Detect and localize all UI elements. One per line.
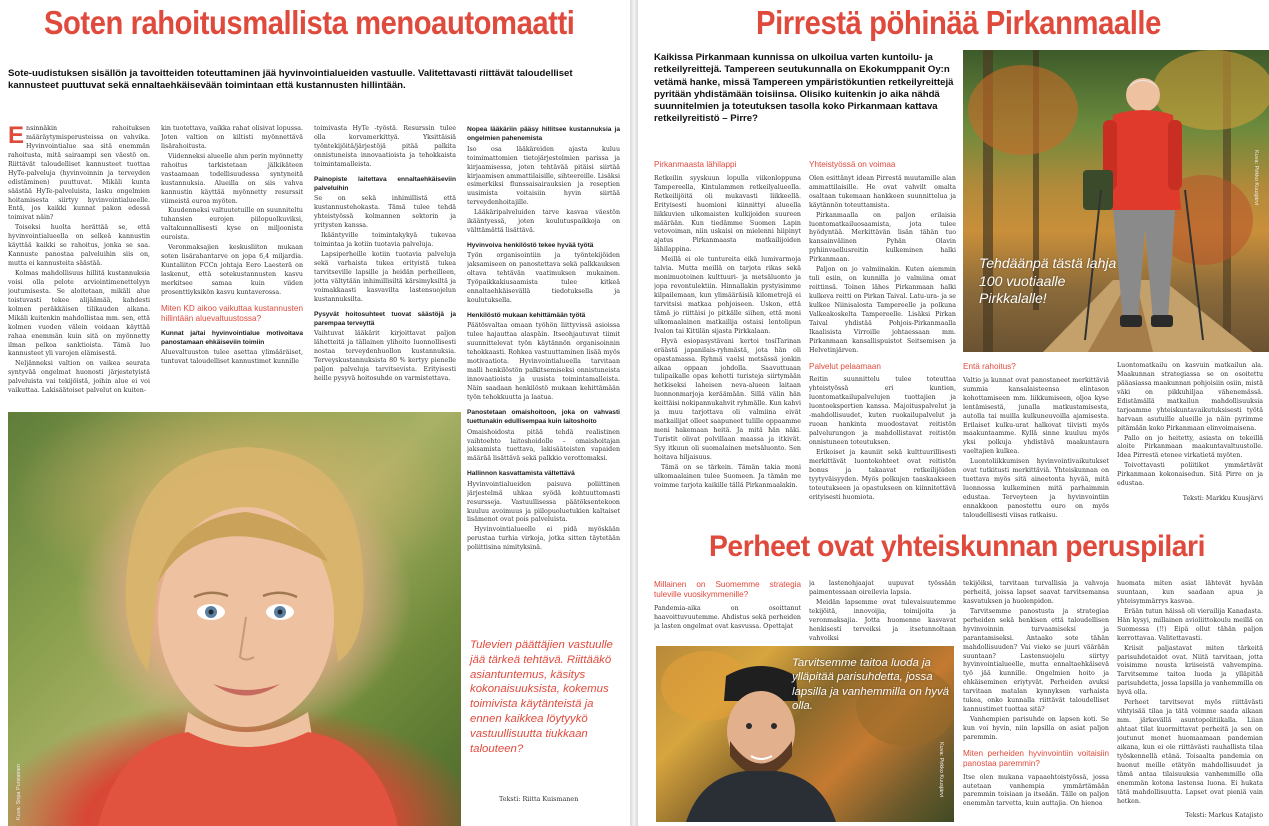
article-paragraph: Meidän lapsemme ovat tulevaisuutemme tekijöitä, innovoijia, toimijoita ja veronmaksajia. Jotta huomenne kasvavat henkisesti terveiksi ja itsetunnoltaan vahvoiksi [809, 598, 956, 642]
right-headline: Pirrestä pöhinää Pirkanmaalle [756, 4, 1161, 41]
article-paragraph: Kolmas mahdollisuus hillitä kustannuksia voisi olla pelote arviointimenettelyyn joutumisesta. Se aloitetaan, mikäli alue toistuvasti tekee alijäämää, kahdesti kolmen peräkkäisen tilikauden aikana. Mikäli kuitenkin mahdollistaa mm. sen, että kolmen vuoden välein voidaan käyttää rahaa enemmän kuin sitä on myönnetty ilman pelkoa sanktioista. Tämä luo kannusteet yli varojen elämisestä. [8, 270, 150, 358]
article-paragraph: Omaishoidosta pitää tehdä realistinen vaihtoehto laitoshoidolle – omaishoitajan jaksamista tuettava, lakisääteisten vapaiden määrää lisättävä sekä palkkio verottomaksi. [467, 428, 620, 463]
byline: Teksti: Riitta Kuismanen [499, 795, 579, 803]
right-column-3 [963, 362, 1109, 522]
photo-caption-quote: Tehdäänpä tästä lahja 100 vuotiaalle Pirkkalalle! [979, 255, 1117, 306]
right-column-7 [963, 580, 1109, 824]
article-paragraph: Itse olen mukana vapaaehtoistyössä, jossa autetaan vanhempia ymmärtämään paremmin toisiaan ja itseään. Tälle on paljon enemmän tarvetta, kuin auttajia. On hienoa [963, 773, 1109, 808]
article-paragraph: Kriisit paljastavat miten tärkeitä parisuhdetaidot ovat. Niitä tarvitaan, jotta voisimme nousta kriiseistä vahvempina. Tarvitsemme taitoa luoda ja ylläpitää parisuhdetta, jossa lapsilla ja vanhemmilla on hyvä olla. [1117, 644, 1263, 697]
section-subheading: Nopea lääkäriin pääsy hillitsee kustannuksia ja ongelmien pahenemista [467, 126, 620, 143]
article-paragraph: Erään tutun häissä oli vierailija Kanadasta. Hän kysyi, millainen avioliittokoulu meillä on Suomessa (!!) Eipä ollut tähän paljon kerrottavaa. Valitettavasti. [1117, 607, 1263, 642]
article-paragraph: Reitin suunnittelu tulee toteuttaa yhteistyössä eri kuntien, luontomatkailupalvelujen tuottajien ja luontoekspertien kanssa. Majoituspalvelut ja -mahdollisuudet, kuten ruokailupalvelut ja ruoan hankinta muodostavat reitistön palvelurungon ja mahdollistavat reitistön onnistuneen toteutuksen. [809, 376, 956, 446]
section-subheading: Entä rahoitus? [963, 362, 1016, 371]
article-paragraph: huomata miten asiat lähtevät hyvään suuntaan, kun saadaan apua ja yhteisymmärrys kasvaa. [1117, 580, 1263, 605]
section-subheading: Panostetaan omaishoitoon, joka on vahvasti tuettunakin edullisempaa kuin laitoshoito [467, 408, 620, 426]
right-column-4 [1117, 362, 1263, 522]
article-paragraph: toimivasta HyTe -työstä. Resurssin tulee olla korvamerkittyä. Yksittäisiä työntekijöitä/järjestöjä pitää palkita onnistuneista innovaatioista ja tehokkaista toimintamalleista. [314, 125, 456, 168]
section-subheading: Yhteistyössä on voimaa [809, 160, 896, 169]
section-subheading: Miten KD aikoo vaikuttaa kustannusten hillintään aluevaltuustossa? [161, 303, 303, 323]
photo-credit: Kuva: Pirkko Kuusjärvi [938, 742, 944, 798]
article-paragraph: Vanhempien parisuhde on lapsen koti. Se kun voi hyvin, niin lapsilla on asiat paljon paremmin. [963, 716, 1109, 741]
article-paragraph: kin tuotettava, vaikka rahat olisivat lopussa. Joten valtion on kiltisti myönnettävä lisärahoitusta. [161, 125, 303, 150]
section-subheading: Painopiste laitettava ennaltaehkäiseviin palveluihin [314, 175, 456, 193]
article-paragraph: Hyvinvointialueelle ei pidä myöskään perustaa turhia virkoja, jotka sitten täytetään poliittisina nimityksinä. [467, 526, 620, 552]
article-paragraph: Työn organisointiin ja työntekijöiden jaksamiseen on panostettava sekä palkkauksen oltava tehtävän vaatimuksen mukainen. Työpaikkakiusaamista tulee kitkeä ennaltaehkäisevällä tiedotuksella ja koulutuksella. [467, 252, 620, 305]
article-paragraph: Hyvinvointialueiden paisuva poliittinen järjestelmä uhkaa syödä kohtuuttomasti resursseja. Vastuullisessa päätöksentekoon kuuluu avoimuus ja piilopuoluetukien kaltaiset lisämenot ovat pois palveluista. [467, 480, 620, 524]
hiker-photo [963, 50, 1269, 352]
right-column-6 [809, 580, 956, 644]
article-paragraph: Päätösvaltaa omaan työhön liittyvissä asioissa tulee hajauttaa alaspäin. Itseohjautuvat tiimit suunnittelevat työn käytännön organisoinnin tehokkaasti. Rohkea vastuuttaminen lisää myös motivaatiota. Hyvinvointialueella tarvitaan malli henkilöstön palkitsemiseksi onnistuneista innovaatioista ja uusista toimintamalleista. Näin saadaan henkilöstö mukaan kehittämään työn tehokkuutta ja laatua. [467, 322, 620, 401]
section-subheading: Miten perheiden hyvinvointiin voitaisiin panostaa paremmin? [963, 748, 1109, 768]
section-subheading: Hyvinvoiva henkilöstö tekee hyvää työtä [467, 242, 594, 250]
pull-quote: Tulevien päättäjien vastuulle jää tärkeä tehtävä. Riittääkö asiantuntemus, käsitys kokonaisuuksista, kokemus toimivista käytänteistä ja ennen kaikkea löytyykö vastuullisuutta tiukkaan talouteen? [470, 639, 613, 755]
right-column-2 [809, 160, 956, 505]
article-paragraph: Luontomatkailu on kasvuin matkailun ala. Maakunnan strategiassa se on osoitettu pääasiassa maakunnan pohjoisiin osiin, mistä väki on pikkuhiljaa vähenemässä. Edistämällä matkailun mahdollisuuksia tarjoamme yhteiskuntavaikutuksisesti työtä harvaan asutuille alueille ja näin pyrimme pitämään koko Pirkanmaan elinvoimaisena. [1117, 362, 1263, 432]
article-paragraph: ja lastenohjaajat uupuvat työssään paimentessaan oireilevia lapsia. [809, 580, 956, 596]
right-page [638, 0, 1269, 826]
section-subheading: Millainen on Suomemme strategia tuleville vuosikymmenille? [654, 580, 801, 599]
article-paragraph: Tämä on se tärkein. Tämän takia moni ulkomaalainen tulee Suomeen. Ja tämän me voimme tarjota kaikille tällä Pirkanmaalakin. [654, 463, 801, 489]
left-page [0, 0, 630, 826]
portrait-photo [8, 412, 461, 826]
left-headline: Soten rahoitusmallista menoautomaatti [44, 4, 575, 41]
section-subheading: Hallinnon kasvattamista vältettävä [467, 470, 575, 478]
article-paragraph: Veronmaksajien keskusliiton mukaan soten lisärahantarve on jopa 6,4 miljardia. Kuntaliiton FCCn johtaja Eero Laesterä on laskenut, että sotekustannusten kasvu merkitsee samaa kuin viiden prosenttiyksikön kasvu kuntaverossa. [161, 244, 303, 296]
section-subheading: Kunnat ja/tai hyvinvointialue motivoitava panostamaan ehkäiseviin toimiin [161, 329, 303, 346]
article-paragraph: Erikoiset ja kauniit sekä kulttuurillisesti merkittävät luontokohteet ovat reitistön bonus ja takaavat retkeilijöiden tyytyväisyyden. Myös polkujen taaskaakseen toteutukseen ja opastukseen on kiinnitettävä erityisesti huomiota. [809, 448, 956, 501]
right-lead: Kaikissa Pirkanmaan kunnissa on ulkoilua varten kuntoilu- ja retkeilyreittejä. Tampereen seutukunnalla on Ekokumppanit Oy:n vetämä hanke, missä Tampereen ympäristökuntien retkeilyreittejä pyritään yhdistämään toisiinsa. Olisiko kuitenkin jo aika nähdä suunnitelmien ja toteutuksen tasolla koko Pirkanmaan kattava retkeilyreitistö – Pirre? [654, 52, 954, 125]
left-column-4 [467, 125, 620, 630]
page-gutter [630, 0, 638, 826]
article-paragraph: Lääkäripalveluiden tarve kasvaa väestön ikääntyessä, joten koulutuspaikkoja on välttämättä lisättävä. [467, 209, 620, 235]
section-subheading: Pirkanmaasta lähilappi [654, 160, 737, 169]
photo-caption-quote: Tarvitsemme taitoa luoda ja ylläpitää parisuhdetta, jossa lapsilla ja vanhemmilla on hyvä olla. [792, 657, 950, 712]
section-subheading: Pysyvät hoitosuhteet tuovat säästöjä ja parempaa terveyttä [314, 310, 456, 328]
left-column-2 [161, 125, 303, 395]
article-paragraph: Toivottavasti poliitikot ymmärtävät Pirkanmaan kokonaisedun. Sitä Pirre on ja edustaa. [1117, 462, 1263, 488]
article-paragraph: Luontoliikkumisen hyvinvointivaikutukset ovat tutkitusti merkittäviä. Yhteiskunnan on tuettava myös sitä aineetonta hyvää, mitä luonnossa kulkeminen mitä parhaimmin edustaa. Terveyteen ja hyvinvointiin ennakkoon panostettu euro on myös taloudellisesti viisas ratkaisu. [963, 458, 1109, 519]
article-paragraph: Paljon on jo valmiinakin. Kuten aiemmin tuli esiin, on kunnilla jo valmiina omat reittinsä. Toinen lähes Pirkanmaan halki kulkeva reitti on Pirkan Taival. Latu-ura- ja se kulkee Niinisalosta Tampereelle ja polkuna Valkeakoskelta Tampereelle. Lisäksi Pirkan Taival yhdistää Pohjois-Pirkanmaalla Ikaalisista Virroille johtaessaan mm. Pirkanmaan kansallispuistot Seitsemisen ja Helvetinjärven. [809, 266, 956, 354]
article-paragraph: Viidenneksi alueelle alun perin myönnetty rahoitus tarkistetaan jälkikäteen vastaamaan todellisuudessa syntyneitä kustannuksia. Alueilla on siis vahva kannustin käyttää myönnetty resurssit viimeistä euroa myöten. [161, 152, 303, 205]
byline: Teksti: Markku Kuusjärvi [1182, 495, 1263, 503]
article-paragraph: Hyvä esiopasystävani kertoi tosiTarinan eräästä japanilais-ryhmästä, jota hän oli opastamassa. Ryhmä vaelsi metsässä jonkin aikaa oppaan johdolla. Saavuttuaan tulipaikalle opas kehotti turisteja siirtymään hetkiseksi laheisen neva-alueen laitaan luonnonmarjoja keräämään. Sillä välin hän keittäisi nokipannukahvit ryhmälle. Kun kahvi ja muu tarjottava oli valmiina eivät matkailijat olleet saapuneet tulille oppaamme meni hakemaan heitä. Ja mitä hän näki. Turistit olivat polvillaan maassa ja itkivät. Syy itkuun oli suomalainen metsäluonto. Sen hoitava hiljaisuus. [654, 337, 801, 461]
article-paragraph: Retkeilin syyskuun lopulla viikonloppuna Tampereella, Kintulammen retkeilyalueella. Retkeilijöitä oli mukavasti liikkeellä. Erityisesti huomioni kiinnittyi alueella liikkuvien ulkomaisten kulkijoiden suureen määrään. Kun tiedämme Suomen Lapin vetovoiman, niin uskaisi on mielenni hiipinyt ajatus Pirkanmaasta matkailijoiden lähilappina. [654, 174, 801, 254]
byline: Teksti: Markus Katajisto [1185, 812, 1263, 820]
article-paragraph: Iso osa lääkäreiden ajasta kuluu toimimattomien tietojärjestelmien parissa ja kirjaamisessa, joten tehtävää pitäisi siirtää kirjaamisen ammattilaisille, sihteereille. Lisäksi esimerkiksi flunssaisairauksien ja reseptien uusimista voitaisiin hyvin siirtää terveydenhoitajille. [467, 145, 620, 207]
drop-cap: E [8, 125, 25, 149]
article-paragraph: Se on sekä inhimillistä että kustannustehokasta. Tämä tulee tehdä yhteistyössä kolmannen sektorin ja yritysten kanssa. [314, 195, 456, 230]
article-paragraph: Toiseksi huolta herättää se, että hyvinvointialueella on selkeä kannustin käyttää kaikki se rahoitus, jonka se saa. Kannuste panostaa palveluihin siis on, mutta ei kannusteita säästää. [8, 224, 150, 268]
article-paragraph: Valtio ja kunnat ovat panostaneet merkittäviä summia kansalaisteensa elintason kohottamiseen mm. liikkumiseen, oljoa kyse lentämisestä, junalla matkustamisesta, autolla tai muilla kulkuneuvoilla ajamisesta. Erilaiset kulku-urat halkovat tiivisti myös maakuntaamme. Kyllä sinne kuuluu myös yksi polkuja yhdistävä maakuntaura vaeltajien kulkea. [963, 376, 1109, 456]
article-paragraph: Tarvitsemme panostusta ja strategiaa perheiden sekä henkisen että taloudellisen hyvinvoinnin turvaamiseksi ja parantamiseksi. Antaako sote tähän mahdollisuuden? Vai vieko se juuri väärään suuntaan? Lastensuojelu siirtyy hyvinvointialueelle, mutta ennaltaehkäisevä työ jää kunnille. Ongelmien hoito ja ehkäiseminen eriytyvät. Perheiden avuksi tarvitaan matalan kynnyksen varhaista tukea, onko kunnalla riittävät taloudelliset kannustimet tuottaa sitä? [963, 607, 1109, 714]
section-subheading: Henkilöstö mukaan kehittämään työtä [467, 312, 586, 320]
right-column-1 [654, 160, 801, 505]
family-man-photo [656, 646, 954, 822]
article-paragraph: Aluevaltuuston tulee asettaa ylimääräiset, tuntuvat taloudelliset kannustimet kunnille [161, 349, 303, 366]
right-second-headline: Perheet ovat yhteiskunnan peruspilari [709, 530, 1206, 563]
article-paragraph: Perheet tarvitsevat myös riittävästi vihtyisää tilaa ja tätä voimme saada aikaan mm. järkevällä asuntopolitiikalla. Liian ahtaat tilat kuormittavat perheitä ja sen on joutunut monet huomaamaan pandemian aikana, kun ei ole riittävästi rauhallista tilaa työskennellä etänä. Toisaalta pandemia on huonut meille etätyön mahdollisuudet ja tämä antaa tilaisuuksia vanhemmille olla enemmän kotona lastensa luona. Ei hukata tätä mahdollisuutta. Lapset ovat pieniä vain hetken. [1117, 699, 1263, 805]
article-paragraph: Neljänneksi valtion on vaikea seurata syntyvää ongelmat huonosti järjestetyistä palveluista vai tekijöistä, joihin alue ei voi vaikuttaa. Lakisäätoiset palvelut on kuiten- [8, 360, 150, 395]
photo-credit: Kuva: Sirpa Pursiainen [16, 764, 22, 820]
article-paragraph: Meillä ei ole tuntureita eikä lumivarmoja talvia. Mutta meillä on tarjota rikas sekä monimuotoinen kulttuuri- ja metsäluonto ja jopa revontulektiin. Hinnallakin pystyisimme kilpailemaan, kun ylimääräisiä kilometrejä ei tarvitsisi matkaa pohjoiseen. Uskon, että tämä jo riittäisi jo pitkälle siihen, että moni ulkomaalainen matkailija ostaisi lentolipun Ivalon tai Kittilän sijasta Pirkkalaan. [654, 256, 801, 335]
article-paragraph: Pandemia-aika on osoittanut haavoittuvuutemme. Ahdistus sekä perheiden ja lasten ongelmat ovat kasvussa. Opettajat [654, 604, 801, 630]
right-column-8 [1117, 580, 1263, 824]
article-paragraph: Ikääntyville toimintakykyä tukevaa toimintaa ja kotiin tuotavia palveluja. [314, 232, 456, 249]
article-paragraph: Ensinnäkin rahoituksen määräytymisperusteissa on vahvika. Hyvinvointialue saa sitä enemmän rahoitusta, mitä sairaampi sen väestö on. Riittävät taloudelliset kannusteet tuottaa HyTe-palveluja (hyvinvoinnin ja terveyden edistäminen) puuttuvat. Mikäli kunta säästää HyTe-palveluista, lasku ongelmien hoitamisesta siirtyy hyvinvointialueelle. Entä, jos kaikki kunnat pakon edessä toimivat näin? [8, 125, 150, 222]
article-paragraph: Vaihtuvat lääkärit kirjoittavat paljon lähetteitä ja tällainen ylihoito luonnollisesti nostaa terveydenhuollon kustannuksia. Terveyskustannuksista 80 % kertyy pienelle paljon palveluja tarvitsevista. Erityisesti heille pysyvä hoitosuhde on varmistettava. [314, 330, 456, 383]
article-paragraph: Olen esittänyt idean Pirrestä muutamille alan ammattilaisille. He ovat vahvilt omalta osaltaan tukemaan hankkeen suunnittelua ja käytännön toteuttamista. [809, 174, 956, 209]
left-column-3 [314, 125, 456, 395]
article-paragraph: tekijöiksi, tarvitaan turvallisia ja vahvoja perheitä, joissa lapset saavat tarvitsemansa kasvatuksen ja huolenpidon. [963, 580, 1109, 605]
photo-credit: Kuva: Pirkko Kuusjärvi [1253, 150, 1259, 206]
section-subheading: Palvelut pelaamaan [809, 361, 881, 371]
left-column-1 [8, 125, 150, 395]
portrait-illustration [8, 412, 461, 826]
article-paragraph: Lapsiperheille kotiin tuotavia palveluja sekä varhaista tukea erityistä tukea tarvitseville lapsille ja heidän perheilleen, jotta vältytään inhimillisiltä kärsimyksiltä ja voimakkaasti kasvavilta lastensuojelun kustannuksilta. [314, 251, 456, 303]
article-paragraph: Kuudenneksi valtuutetuille on suunniteltu tuhansien eurojen piilopuolkuviksi, valtakunnallisesti kyse on miljoonista euroista. [161, 207, 303, 242]
right-column-5 [654, 580, 801, 644]
left-lead: Sote-uudistuksen sisällön ja tavoitteiden toteuttaminen jää hyvinvointialueiden vastuulle. Valitettavasti riittävät taloudelliset kannusteet puuttuvat sekä ennaltaehkäisevään toimintaan että kustannusten hillintään. [8, 68, 573, 92]
article-paragraph: Pirkanmaalla on paljon erilaisia luontomatkailuosaamista, jota tulee hyödyntää. Merkittävän lisän tähän tuo kansainvälinen Pyhän Olavin pyhiinvaellusreitin kulkeminen halki Pirkanmaan. [809, 211, 956, 264]
article-paragraph: Pallo on jo heitetty, asiasta on tekeillä aloite Pirkanmaan maakuntavaltuustolle. Idea Pirrestä etenee virkatietä myöten. [1117, 434, 1263, 460]
